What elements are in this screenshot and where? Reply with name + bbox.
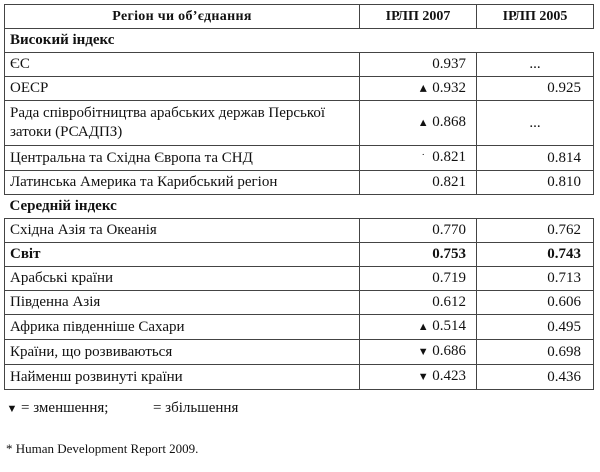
section-title: Високий індекс <box>5 29 594 53</box>
value-2007: 0.423 <box>432 368 466 384</box>
value-2007-cell <box>360 365 477 390</box>
value-2007: 0.821 <box>432 174 466 190</box>
region-cell: ЄС <box>5 53 360 77</box>
value-2007-cell <box>360 243 477 267</box>
value-2007: 0.868 <box>432 114 466 130</box>
value-2007-cell <box>360 219 477 243</box>
value-2005-cell: 0.810 <box>477 171 594 195</box>
value-2007-cell <box>360 77 477 101</box>
hdi-regions-table <box>4 4 594 390</box>
value-2007: 0.770 <box>432 222 466 238</box>
value-2007: 0.686 <box>432 343 466 359</box>
value-2005-cell: 0.713 <box>477 267 594 291</box>
header-2005: ІРЛП 2005 <box>477 5 594 29</box>
table-row <box>5 315 594 340</box>
table-header-row <box>5 5 594 29</box>
down-arrow-icon: ▼ <box>417 346 429 358</box>
region-cell: Африка південніше Сахари <box>5 315 360 340</box>
section-title: Середній індекс <box>5 195 594 219</box>
region-cell: Латинська Америка та Карибський регіон <box>5 171 360 195</box>
table-row <box>5 243 594 267</box>
section-header-row <box>5 195 594 219</box>
table-row <box>5 291 594 315</box>
legend-down-label: = зменшення; <box>21 400 109 416</box>
value-2007: 0.753 <box>432 246 466 262</box>
table-row <box>5 77 594 101</box>
region-cell: Найменш розвинуті країни <box>5 365 360 390</box>
region-cell: Південна Азія <box>5 291 360 315</box>
value-2005-cell: 0.814 <box>477 146 594 171</box>
value-2007: 0.821 <box>432 149 466 165</box>
section-header-row <box>5 29 594 53</box>
value-2007: 0.719 <box>432 270 466 286</box>
value-2005-cell: ... <box>477 53 594 77</box>
table-body <box>5 29 594 390</box>
value-2007-cell <box>360 291 477 315</box>
value-2005-cell: 0.743 <box>477 243 594 267</box>
value-2007: 0.612 <box>432 294 466 310</box>
source-note: * Human Development Report 2009. <box>6 441 199 456</box>
table-row <box>5 365 594 390</box>
value-2005-cell: 0.606 <box>477 291 594 315</box>
table-row <box>5 146 594 171</box>
region-cell: Арабські країни <box>5 267 360 291</box>
legend-up-label: = збільшення <box>152 400 239 416</box>
header-2007: ІРЛП 2007 <box>360 5 477 29</box>
value-2005-cell: ... <box>477 101 594 146</box>
table-row <box>5 171 594 195</box>
value-2007-cell <box>360 340 477 365</box>
up-arrow-icon: ▴ <box>419 81 427 96</box>
value-2007-cell <box>360 171 477 195</box>
region-cell: Країни, що розвиваються <box>5 340 360 365</box>
table-row <box>5 101 594 146</box>
table-row <box>5 267 594 291</box>
value-2007-cell <box>360 53 477 77</box>
table-row <box>5 340 594 365</box>
value-2007-cell <box>360 315 477 340</box>
region-cell: Світ <box>5 243 360 267</box>
region-cell: Центральна та Східна Європа та СНД <box>5 146 360 171</box>
value-2007-cell <box>360 101 477 146</box>
up-arrow-icon: ▲ <box>417 117 429 129</box>
value-2005-cell: 0.925 <box>477 77 594 101</box>
value-2007-cell <box>360 267 477 291</box>
region-cell: ОЕСР <box>5 77 360 101</box>
region-cell: Східна Азія та Океанія <box>5 219 360 243</box>
value-2007: 0.932 <box>432 80 466 96</box>
table-row <box>5 53 594 77</box>
value-2007: 0.514 <box>432 318 466 334</box>
value-2005-cell: 0.495 <box>477 315 594 340</box>
dot-icon: ˙ <box>421 152 426 164</box>
legend <box>6 400 238 417</box>
value-2005-cell: 0.436 <box>477 365 594 390</box>
header-region: Регіон чи об’єднання <box>5 5 360 29</box>
down-arrow-icon: ▼ <box>417 371 429 383</box>
table-row <box>5 219 594 243</box>
value-2005-cell: 0.762 <box>477 219 594 243</box>
region-cell: Рада співробітництва арабських держав Перської затоки (РСАДПЗ) <box>5 101 360 146</box>
up-arrow-icon: ▲ <box>417 321 429 333</box>
down-arrow-icon: ▼ <box>6 403 18 415</box>
value-2007: 0.937 <box>432 56 466 72</box>
value-2007-cell <box>360 146 477 171</box>
value-2005-cell: 0.698 <box>477 340 594 365</box>
